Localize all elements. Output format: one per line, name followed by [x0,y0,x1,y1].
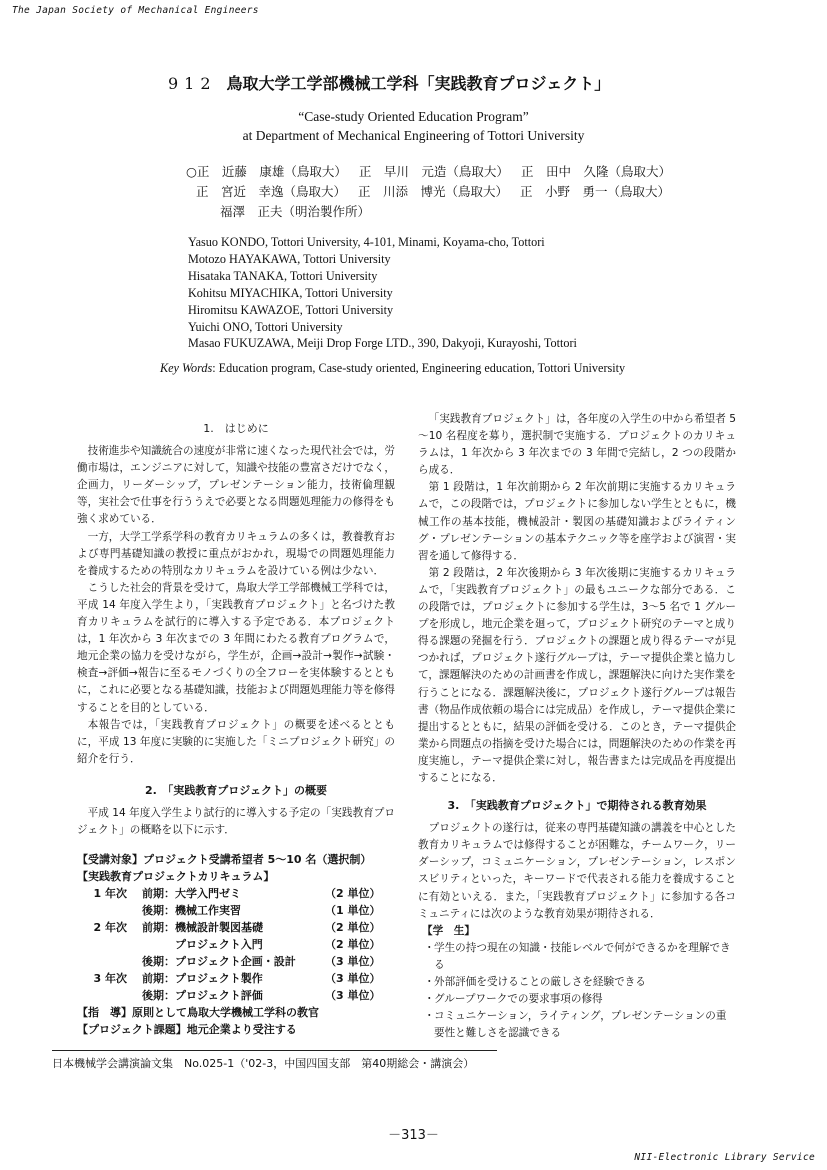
author: 正 宮近 幸逸（鳥取大） [196,184,347,199]
curriculum-term: 後期： [142,955,175,969]
section-1-title: 1. はじめに [203,422,269,435]
author-list [186,162,683,222]
list-item: ・ 学生の持つ現在の知識・技能レベルで何ができるかを理解できる [424,941,731,971]
affiliation: Hisataka TANAKA, Tottori University [188,268,378,283]
affiliation: Yuichi ONO, Tottori University [188,319,343,334]
paper-title-jp: 鳥取大学工学部機械工学科「実践教育プロジェクト」 [226,74,611,93]
paragraph: プロジェクトの遂行は，従来の専門基礎知識の講義を中心とした教育カリキュラムでは修得することが困難な，チームワーク，リーダーシップ，コミュニケーション，プレゼンテーション，レスポンスビリティといった，キーワードで代表される能力を養成することに有効といえる．また，「実践教育プロジェクト」に参加する各コミュニティには次のような教育効果が期待される． [418,822,736,920]
curriculum-year [77,936,127,953]
paper-title-en-1: “Case-study Oriented Education Program” [298,109,529,124]
paragraph: 第 2 段階は，2 年次後期から 3 年次後期に実施するカリキュラムで，「実践教育プロジェクト」の最もユニークな部分である．この段階では，プロジェクトに参加する学生は，3～5 名で 1 グループを形成し，地元企業を廻って，プロジェクト研究のテーマと成り得る課題の発掘を行う．プロジェクトの課題と成り得るテーマが見つかれば，プロジェクト遂行グループは，テーマ提供企業と協力して，課題解決のための計画書を作成し，課題解決に向けた実作業を行うことになる．課題解決後に，プロジェクト遂行グループは報告書（物品作成依頼の場合には完成品）を作成し，テーマ提供企業に提出するとともに，結果の評価を受ける．このとき，テーマ提供企業から問題点の指摘を受けた場合には，問題解決のための作業を再度実施し，テーマ提供企業に対し，報告書または完成品を再度提出することになる． [418,566,736,784]
affiliation: Motozo HAYAKAWA, Tottori University [188,251,391,266]
section-2-title: 2. 「実践教育プロジェクト」の概要 [144,783,328,797]
proceedings-footnote: 日本機械学会講演論文集 No.025-1（'02-3，中国四国支部 第40期総会・講演会） [52,1057,475,1070]
list-item-text: コミュニケーション，ライティング，プレゼンテーションの重要性と難しさを認識できる [434,1010,727,1040]
list-item: ・ 外部評価を受けることの厳しさを経験できる [424,976,646,988]
curriculum-course: 機械工作実習 [175,904,241,918]
author: 正 早川 元造（鳥取大） [358,164,509,179]
paper-title [168,71,610,94]
curriculum-term: 前期： [142,887,175,901]
library-service-footer: NII-Electronic Library Service [634,1152,815,1163]
list-item-text: 外部評価を受けることの厳しさを経験できる [434,976,646,988]
right-column [418,411,736,1042]
curriculum-term: 後期： [142,904,175,918]
affiliation: Yasuo KONDO, Tottori University, 4-101, Minami, Koyama-cho, Tottori [188,235,545,249]
list-item-text: 学生の持つ現在の知識・技能レベルで何ができるかを理解できる [434,941,731,971]
target-line: 【受講対象】プロジェクト受講希望者 5～10 名（選択制） [77,853,372,867]
paragraph: 「実践教育プロジェクト」は，各年度の入学生の中から希望者 5～10 名程度を募り，選択制で実施する．プロジェクトのカリキュラムは，1 年次から 3 年次までの 3 年間で完結し，2 つの段階から成る． [418,413,736,477]
affiliation: Hiromitsu KAWAZOE, Tottori University [188,302,394,317]
students-list [418,940,736,1043]
author: 正 小野 勇一（鳥取大） [520,184,671,199]
paper-number: 912 [168,74,217,93]
curriculum-row [77,936,395,953]
affiliation-list [188,234,577,352]
curriculum-term [127,936,175,953]
curriculum-units: （2 単位） [325,921,381,935]
curriculum-course: プロジェクト企画・設計 [175,955,296,969]
paper-title-en-2: at Department of Mechanical Engineering of Tottori University [242,128,585,143]
list-item: ・ コミュニケーション，ライティング，プレゼンテーションの重要性と難しさを認識できる [424,1010,727,1040]
curriculum-units: （2 単位） [325,938,381,952]
curriculum-units: （3 単位） [325,972,381,986]
curriculum-course: 大学入門ゼミ [175,887,241,901]
keywords [160,361,625,376]
list-item-text: グループワークでの要求事項の修得 [434,993,603,1006]
curriculum-units: （1 単位） [325,904,381,918]
curriculum-term: 前期： [142,921,175,935]
section-3-title: 3. 「実践教育プロジェクト」で期待される教育効果 [447,799,707,813]
curriculum-units: （2 単位） [325,887,381,901]
author: 正 川添 博光（鳥取大） [358,184,509,199]
curriculum-year: 2 年次 [93,921,127,935]
keywords-text: : Education program, Case-study oriented, Engineering education, Tottori University [212,361,626,375]
paragraph: 技術進歩や知識統合の速度が非常に速くなった現代社会では，労働市場は，エンジニアに対して，知識や技能の豊富さだけでなく，企画力，リーダーシップ，プレゼンテーション能力，技術倫理観等，実社会で仕事を行ううえで必要となる問題処理能力の修得をも強く求めている． [77,445,395,526]
curriculum-row [77,953,395,970]
paragraph: 一方，大学工学系学科の教育カリキュラムの多くは，教養教育および専門基礎知識の教授に重点がおかれ，現場での問題処理能力を養成するための特別なカリキュラムを設けている例は少ない． [77,530,395,577]
project-topic-line: 【プロジェクト課題】地元企業より受注する [77,1023,297,1037]
author: ○正 近藤 康雄（鳥取大） [186,164,347,179]
curriculum-course: プロジェクト評価 [175,989,263,1003]
curriculum-row [77,987,395,1004]
paragraph: 第 1 段階は，1 年次前期から 2 年次前期に実施するカリキュラムで，この段階では，プロジェクトに参加しない学生とともに，機械工作の基本技能，機械設計・製図の基礎知識およびライティング・プレゼンテーションの基本テクニック等を座学および演習・実習を通して修得する． [418,481,736,562]
curriculum-course: 機械設計製図基礎 [175,921,263,935]
curriculum-year: 1 年次 [93,887,127,901]
list-item: ・ グループワークでの要求事項の修得 [424,993,603,1006]
curriculum-row [77,885,395,902]
curriculum-year [77,987,127,1004]
curriculum-term: 前期： [142,972,175,986]
author: 福澤 正夫（明治製作所） [220,204,371,219]
curriculum-row [77,902,395,919]
curriculum-year: 3 年次 [93,972,127,986]
students-heading: 【学 生】 [422,924,475,937]
guidance-line: 【指 導】原則として鳥取大学機械工学科の教官 [77,1006,319,1020]
curriculum-row [77,919,395,936]
curriculum-term: 後期： [142,989,175,1003]
paragraph: 平成 14 年度入学生より試行的に導入する予定の「実践教育プロジェクト」の概略を以下に示す． [77,806,395,837]
curriculum-year [77,953,127,970]
curriculum-units: （3 単位） [325,955,381,969]
left-column [77,420,395,1038]
curriculum-course: プロジェクト製作 [175,972,263,986]
keywords-label: Key Words [160,361,213,375]
curriculum-block [77,851,395,1038]
paragraph: こうした社会的背景を受けて，鳥取大学工学部機械工学科では，平成 14 年度入学生より，「実践教育プロジェクト」と名づけた教育カリキュラムを試行的に導入する予定である．本プロジェクトは，1 年次から 3 年次までの 3 年間にわたる教育プログラムで，地元企業の協力を受けながら，学生が，企画→設計→製作→試験・検査→評価→報告に至るモノづくりの全フローを実体験するとともに，これに必要となる基礎知識，技能および問題処理能力等を修得することを目的としている． [77,581,395,714]
page-number: －313－ [388,1128,439,1143]
curriculum-heading: 【実践教育プロジェクトカリキュラム】 [77,870,275,884]
affiliation: Kohitsu MIYACHIKA, Tottori University [188,285,393,300]
author: 正 田中 久隆（鳥取大） [520,164,671,179]
curriculum-row [77,970,395,987]
curriculum-year [77,902,127,919]
journal-header: The Japan Society of Mechanical Engineers [12,5,259,16]
curriculum-units: （3 単位） [325,989,381,1003]
paragraph: 本報告では，「実践教育プロジェクト」の概要を述べるとともに，平成 13 年度に実験的に実施した「ミニプロジェクト研究」の紹介を行う． [77,718,395,765]
footnote-divider [52,1050,497,1051]
curriculum-course: プロジェクト入門 [175,938,263,952]
affiliation: Masao FUKUZAWA, Meiji Drop Forge LTD., 390, Dakyoji, Kurayoshi, Tottori [188,336,577,351]
